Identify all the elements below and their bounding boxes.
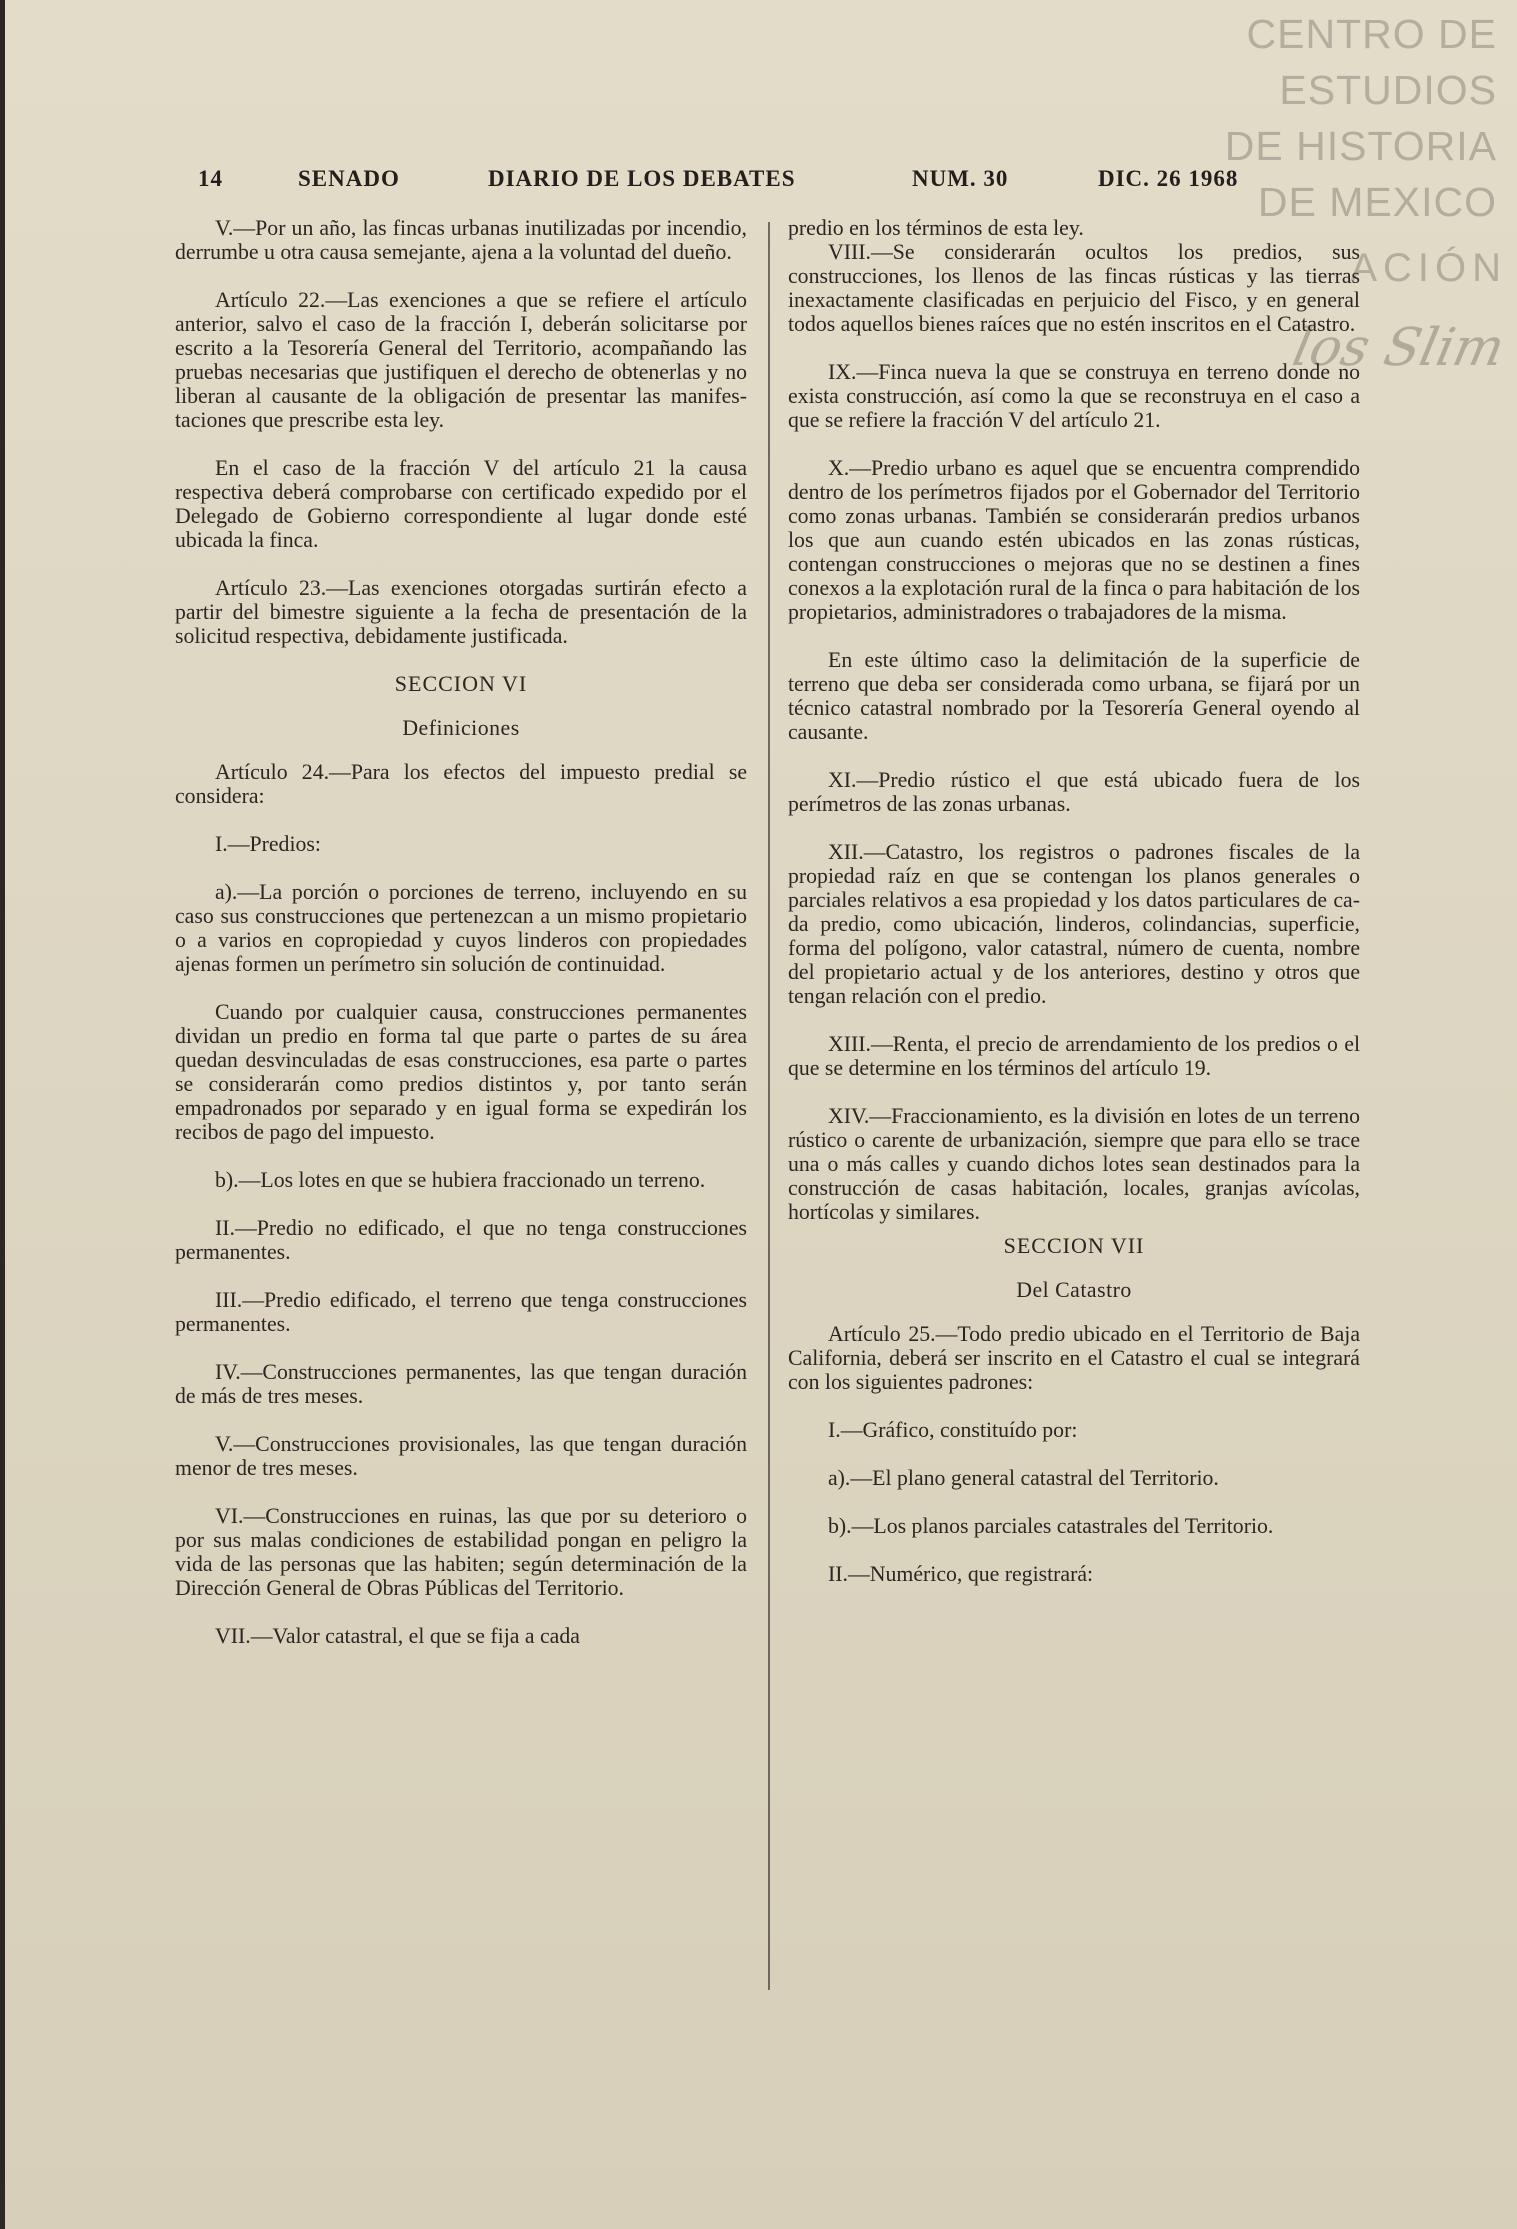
paragraph: IV.—Construcciones permanentes, las que tengan duración de más de tres meses.: [175, 1360, 747, 1408]
section-title: SECCION VI: [394, 671, 528, 696]
paragraph: V.—Por un año, las fincas urbanas inutilizadas por incendio, derrumbe u otra causa semejante, ajena a la voluntad del dueño.: [175, 216, 747, 264]
section-title: SECCION VII: [1003, 1233, 1145, 1258]
paragraph: Artículo 23.—Las exenciones otorgadas surtirán efecto a partir del bimestre siguiente a la fecha de presentación de la solicitud respectiva, debidamente justificada.: [175, 576, 747, 648]
watermark-line: DE MEXICO: [1257, 179, 1497, 225]
paragraph: Cuando por cualquier causa, construcciones permanentes dividan un predio en forma tal que parte o partes de su área quedan desvinculadas de esas construcciones, esa parte o partes se considerarán como predios distintos y, por tanto serán empadronados por separado y en igual forma se expedirán los recibos de pago del impuesto.: [175, 1000, 747, 1144]
paragraph: b).—Los planos parciales catastrales del Territorio.: [828, 1514, 1274, 1538]
left-column: [175, 216, 747, 1648]
paragraph: III.—Predio edificado, el terreno que tenga construcciones permanentes.: [175, 1288, 747, 1336]
paragraph: I.—Gráfico, constituído por:: [828, 1418, 1078, 1442]
paragraph: VI.—Construcciones en ruinas, las que por su deterioro o por sus malas condiciones de estabilidad pongan en peligro la vida de las personas que las habiten; según determinación de la Dirección General de Obras Públicas del Territorio.: [175, 1504, 747, 1600]
column-divider: [768, 222, 770, 1990]
page-left-edge: [0, 0, 5, 2229]
paragraph: X.—Predio urbano es aquel que se encuentra comprendido dentro de los perímetros fijados por el Gobernador del Territorio como zonas urbanas. También se considerarán predios urbanos los que aun cuando estén ubicados en las zonas rústicas, contengan construcciones o mejoras que no se destinen a fines conexos a la explotación rural de la finca o para habitación de los propietarios, administradores o trabajadores de la misma.: [788, 456, 1360, 624]
watermark-line: CENTRO DE: [1246, 11, 1497, 57]
right-column: [788, 216, 1360, 1586]
paragraph: a).—El plano general catastral del Territorio.: [828, 1466, 1219, 1490]
header-publication: DIARIO DE LOS DEBATES: [488, 166, 796, 191]
paragraph: b).—Los lotes en que se hubiera fraccionado un terreno.: [215, 1168, 706, 1192]
paragraph: VIII.—Se considerarán ocultos los predios, sus construcciones, los llenos de las fincas rústicas y las tierras inexactamente clasificadas en perjuicio del Fisco, y en general todos aquellos bienes raíces que no estén inscritos en el Catastro.: [788, 240, 1360, 336]
page-header: [198, 166, 1360, 200]
watermark-line: DE HISTORIA: [1224, 123, 1497, 169]
paragraph: VII.—Valor catastral, el que se fija a cada: [215, 1624, 580, 1648]
watermark-line: ESTUDIOS: [1279, 67, 1497, 113]
paragraph: V.—Construcciones provisionales, las que tengan duración menor de tres meses.: [175, 1432, 747, 1480]
watermark-fundacion: ACIÓN: [1350, 246, 1507, 290]
paragraph: Artículo 24.—Para los efectos del impuesto predial se considera:: [175, 760, 747, 808]
paragraph: Artículo 22.—Las exenciones a que se refiere el artículo anterior, salvo el caso de la fracción I, deberán solicitarse por escrito a la Tesorería General del Territorio, acompañando las pruebas necesarias que justifiquen el derecho de obtenerlas y no liberan al causante de la obligación de presentar las manifestaciones que prescribe esta ley.: [175, 288, 747, 432]
header-issue: NUM. 30: [912, 166, 1009, 191]
section-subtitle: Definiciones: [402, 716, 520, 740]
paragraph: En el caso de la fracción V del artículo 21 la causa respectiva deberá comprobarse con certificado expedido por el Delegado de Gobierno correspondiente al lugar donde esté ubicada la finca.: [175, 456, 747, 552]
paragraph: XIV.—Fraccionamiento, es la división en lotes de un terreno rústico o carente de urbanización, siempre que para ello se trace una o más calles y cuando dichos lotes sean destinados para la construcción de casas habitación, locales, granjas avícolas, hortícolas y similares.: [788, 1104, 1360, 1224]
watermark-signature: los Slim: [1287, 318, 1510, 378]
paragraph: En este último caso la delimitación de la superficie de terreno que deba ser considerada como urbana, se fijará por un técnico catastral nombrado por la Tesorería General oyendo al causante.: [788, 648, 1360, 744]
paragraph: II.—Numérico, que registrará:: [828, 1562, 1094, 1586]
paragraph: XIII.—Renta, el precio de arrendamiento de los predios o el que se determine en los términos del artículo 19.: [788, 1032, 1360, 1080]
header-date: DIC. 26 1968: [1098, 166, 1239, 191]
paragraph: a).—La porción o porciones de terreno, incluyendo en su caso sus construcciones que pertenezcan a un mismo propietario o a varios en copropiedad y cuyos linderos con propiedades ajenas formen un perímetro sin solución de continuidad.: [175, 880, 747, 976]
page-number: 14: [198, 166, 223, 191]
paragraph: predio en los términos de esta ley.: [788, 216, 1084, 240]
section-subtitle: Del Catastro: [1016, 1278, 1132, 1302]
paragraph: XI.—Predio rústico el que está ubicado fuera de los perímetros de las zonas urbanas.: [788, 768, 1360, 816]
paragraph: IX.—Finca nueva la que se construya en terreno donde no exista construcción, así como la que se reconstruya en el caso a que se refiere la fracción V del artículo 21.: [788, 360, 1360, 432]
paragraph: Artículo 25.—Todo predio ubicado en el Territorio de Baja California, deberá ser inscrito en el Catastro el cual se integrará con los siguientes padrones:: [788, 1322, 1360, 1394]
paragraph: XII.—Catastro, los registros o padrones fiscales de la propiedad raíz en que se contengan los planos generales o parciales relativos a esa propiedad y los datos particulares de cada predio, como ubicación, linderos, colindancias, superficie, forma del polígono, valor catastral, número de cuenta, nombre del propietario actual y de los anteriores, destino y otros que tengan relación con el predio.: [788, 840, 1360, 1008]
paragraph: II.—Predio no edificado, el que no tenga construcciones permanentes.: [175, 1216, 747, 1264]
paragraph: I.—Predios:: [215, 832, 321, 856]
header-chamber: SENADO: [298, 166, 400, 191]
